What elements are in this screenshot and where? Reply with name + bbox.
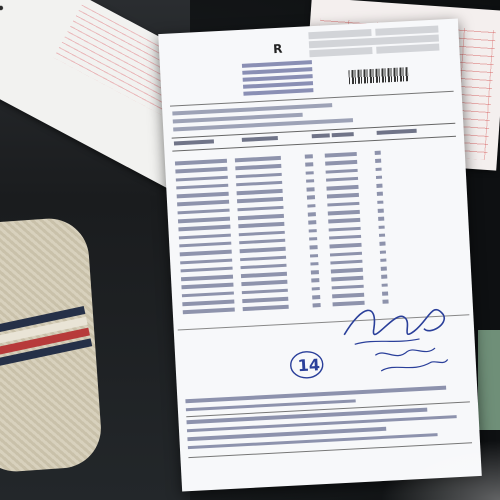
light-glare — [380, 440, 500, 500]
delivery-document — [158, 18, 482, 491]
header-boxes — [308, 26, 441, 103]
tractor-holes — [0, 0, 27, 81]
circled-number — [287, 348, 327, 382]
sender-block — [242, 60, 314, 99]
green-object — [478, 330, 500, 430]
document-header-letter: R — [272, 41, 283, 57]
handwritten-signature — [332, 289, 457, 385]
handwritten-number: 14 — [297, 355, 321, 376]
